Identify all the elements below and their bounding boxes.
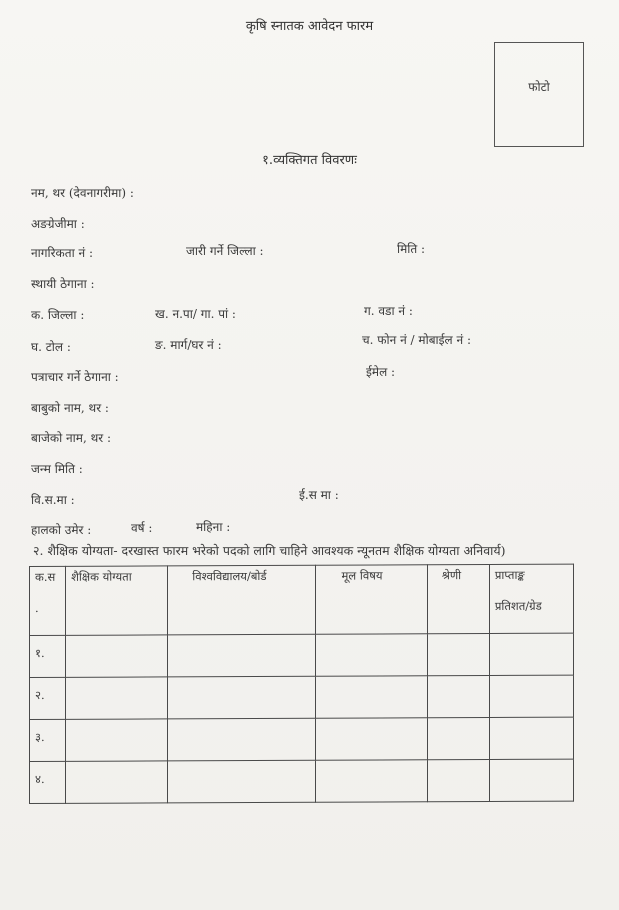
permanent-address-label: स्थायी ठेगाना : xyxy=(31,277,95,291)
cell-division[interactable] xyxy=(427,717,489,759)
name-devanagari-label: नम, थर (देवनागरीमा) : xyxy=(31,186,134,200)
cell-qualification[interactable] xyxy=(66,677,168,719)
header-qualification: शैक्षिक योग्यता xyxy=(66,566,168,635)
cell-main-subject[interactable] xyxy=(315,634,427,676)
phone-label: च. फोन नं / मोबाईल नं : xyxy=(362,333,472,347)
cell-main-subject[interactable] xyxy=(315,760,427,802)
header-university: विश्वविद्यालय/बोर्ड xyxy=(168,565,315,635)
cell-score[interactable] xyxy=(489,759,573,801)
issuing-district-label: जारी गर्ने जिल्ला : xyxy=(186,244,264,258)
header-score-line1: प्राप्ताङ्क xyxy=(494,567,525,582)
cell-division[interactable] xyxy=(427,633,489,675)
cell-main-subject[interactable] xyxy=(315,718,427,760)
cell-division[interactable] xyxy=(427,675,489,717)
row-number: ४. xyxy=(30,761,66,803)
birth-date-bs-label: वि.स.मा : xyxy=(31,493,75,507)
education-table xyxy=(29,564,574,804)
cell-score[interactable] xyxy=(489,717,573,759)
correspondence-address-label: पत्राचार गर्ने ठेगाना : xyxy=(31,370,119,384)
form-title: कृषि स्नातक आवेदन फारम xyxy=(245,19,374,34)
name-english-label: अङग्रेजीमा : xyxy=(31,217,85,231)
cell-university[interactable] xyxy=(168,718,315,761)
table-row xyxy=(30,759,574,803)
cell-university[interactable] xyxy=(168,634,315,677)
father-name-label: बाबुको नाम, थर : xyxy=(31,401,109,415)
road-house-label: ङ. मार्ग/घर नं : xyxy=(155,338,222,352)
row-number: ३. xyxy=(30,719,66,761)
cell-main-subject[interactable] xyxy=(315,676,427,718)
header-score-line2: प्रतिशत/ग्रेड xyxy=(494,598,542,613)
citizenship-no-label: नागरिकता नं : xyxy=(31,246,94,260)
age-months-label: महिना : xyxy=(196,520,231,534)
photo-box xyxy=(494,42,584,147)
header-sn xyxy=(30,566,66,635)
date-label: मिति : xyxy=(397,242,426,256)
age-years-label: वर्ष : xyxy=(131,521,153,535)
cell-division[interactable] xyxy=(427,759,489,801)
header-score xyxy=(489,564,573,633)
cell-qualification[interactable] xyxy=(66,635,168,677)
cell-qualification[interactable] xyxy=(66,761,168,803)
email-label: ईमेल : xyxy=(366,365,396,379)
ward-label: ग. वडा नं : xyxy=(364,304,413,318)
cell-score[interactable] xyxy=(489,633,573,675)
cell-university[interactable] xyxy=(168,676,315,719)
table-row xyxy=(30,633,574,677)
section-education-title: २. शैक्षिक योग्यता- दरखास्त फारम भरेको पदको लागि चाहिने आवश्यक न्यूनतम शैक्षिक योग्यता अनिवार्य) xyxy=(33,543,506,558)
cell-score[interactable] xyxy=(489,675,573,717)
header-division: श्रेणी xyxy=(427,564,489,633)
birth-date-label: जन्म मिति : xyxy=(31,462,83,476)
photo-label: फोटो xyxy=(528,80,550,94)
row-number: १. xyxy=(30,635,66,677)
tole-label: घ. टोल : xyxy=(31,340,71,354)
cell-qualification[interactable] xyxy=(66,719,168,761)
header-sn-dot: . xyxy=(35,600,39,615)
current-age-label: हालको उमेर : xyxy=(31,523,92,537)
district-label: क. जिल्ला : xyxy=(31,308,85,322)
table-row xyxy=(30,675,574,719)
grandfather-name-label: बाजेको नाम, थर : xyxy=(31,431,112,445)
municipality-label: ख. न.पा/ गा. पां : xyxy=(155,307,236,321)
row-number: २. xyxy=(30,677,66,719)
birth-date-ad-label: ई.स मा : xyxy=(299,488,339,502)
section-personal-details-title: १.व्यक्तिगत विवरणः xyxy=(262,153,357,168)
education-table-header-row xyxy=(30,564,574,635)
cell-university[interactable] xyxy=(168,760,315,803)
header-main-subject: मूल विषय xyxy=(315,565,427,634)
table-row xyxy=(30,717,574,761)
header-sn-label: क.स xyxy=(35,569,56,584)
